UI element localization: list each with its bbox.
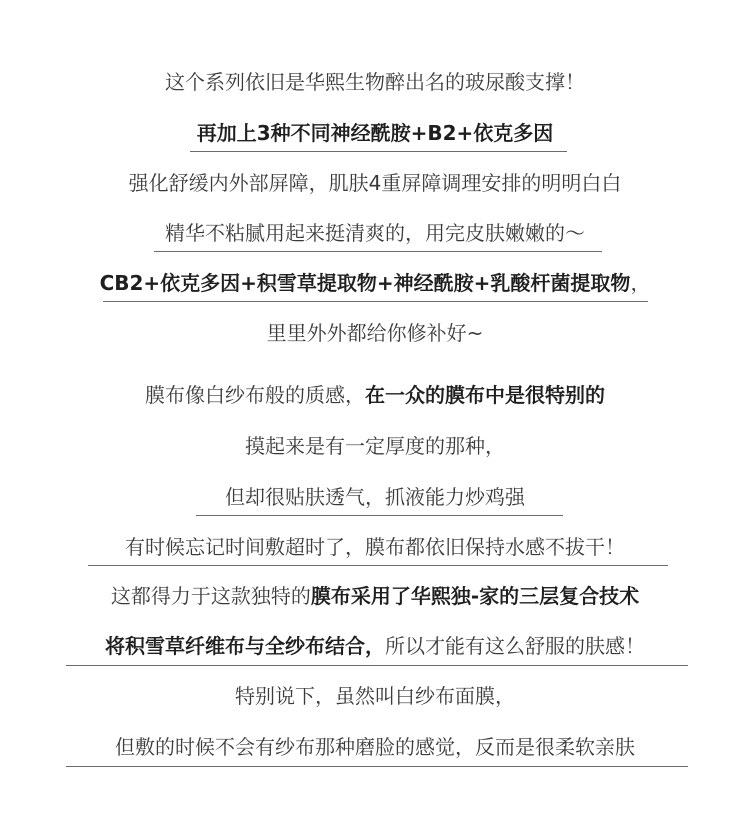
text-segment: 精华不粘腻用起来挺清爽的，用完皮肤嫩嫩的～ <box>165 221 585 245</box>
text-line-10 <box>0 533 750 561</box>
text-line-11 <box>0 582 750 610</box>
text-line-9 <box>0 483 750 511</box>
underline <box>196 515 563 516</box>
underline <box>66 665 688 666</box>
text-segment-bold: 在一众的膜布中是很特别的 <box>365 383 605 407</box>
text-segment: 所以才能有这么舒服的肤感！ <box>385 634 645 658</box>
text-segment: ， <box>630 271 651 295</box>
text-line-7 <box>0 381 750 409</box>
text-line-1 <box>0 68 750 96</box>
text-line-6 <box>0 319 750 347</box>
text-segment: 有时候忘记时间敷超时了，膜布都依旧保持水感不拔干！ <box>125 535 625 559</box>
text-line-14 <box>0 733 750 761</box>
text-line-8 <box>0 432 750 460</box>
text-segment: 这个系列依旧是华熙生物醉出名的玻尿酸支撑！ <box>165 70 585 94</box>
text-segment: 这都得力于这款独特的 <box>110 584 311 608</box>
text-segment-bold: 将积雪草纤维布与全纱布结合， <box>105 634 385 658</box>
text-segment: 强化舒缓内外部屏障，肌肤4重屏障调理安排的明明白白 <box>128 171 622 195</box>
text-segment: 特别说下，虽然叫白纱布面膜， <box>235 684 515 708</box>
text-line-3 <box>0 169 750 197</box>
underline <box>66 766 688 767</box>
underline <box>190 151 567 152</box>
text-segment: 里里外外都给你修补好~ <box>266 321 484 345</box>
underline <box>154 251 602 252</box>
text-line-13 <box>0 682 750 710</box>
text-segment: 但敷的时候不会有纱布那种磨脸的感觉，反而是很柔软亲肤 <box>115 735 635 759</box>
text-segment: 膜布像白纱布般的质感， <box>145 383 365 407</box>
underline <box>103 301 648 302</box>
text-line-4 <box>0 219 750 247</box>
text-segment-bold: 膜布采用了华熙独-家的三层复合技术 <box>310 584 640 608</box>
text-segment: 但却很贴肤透气，抓液能力炒鸡强 <box>225 485 525 509</box>
text-line-2 <box>0 119 750 147</box>
text-segment-bold: CB2+依克多因+积雪草提取物+神经酰胺+乳酸杆菌提取物 <box>99 271 631 295</box>
text-line-12 <box>0 632 750 660</box>
text-line-5 <box>0 269 750 297</box>
text-segment-bold: 再加上3种不同神经酰胺+B2+依克多因 <box>196 121 554 145</box>
text-segment: 摸起来是有一定厚度的那种， <box>245 434 505 458</box>
underline <box>88 565 668 566</box>
